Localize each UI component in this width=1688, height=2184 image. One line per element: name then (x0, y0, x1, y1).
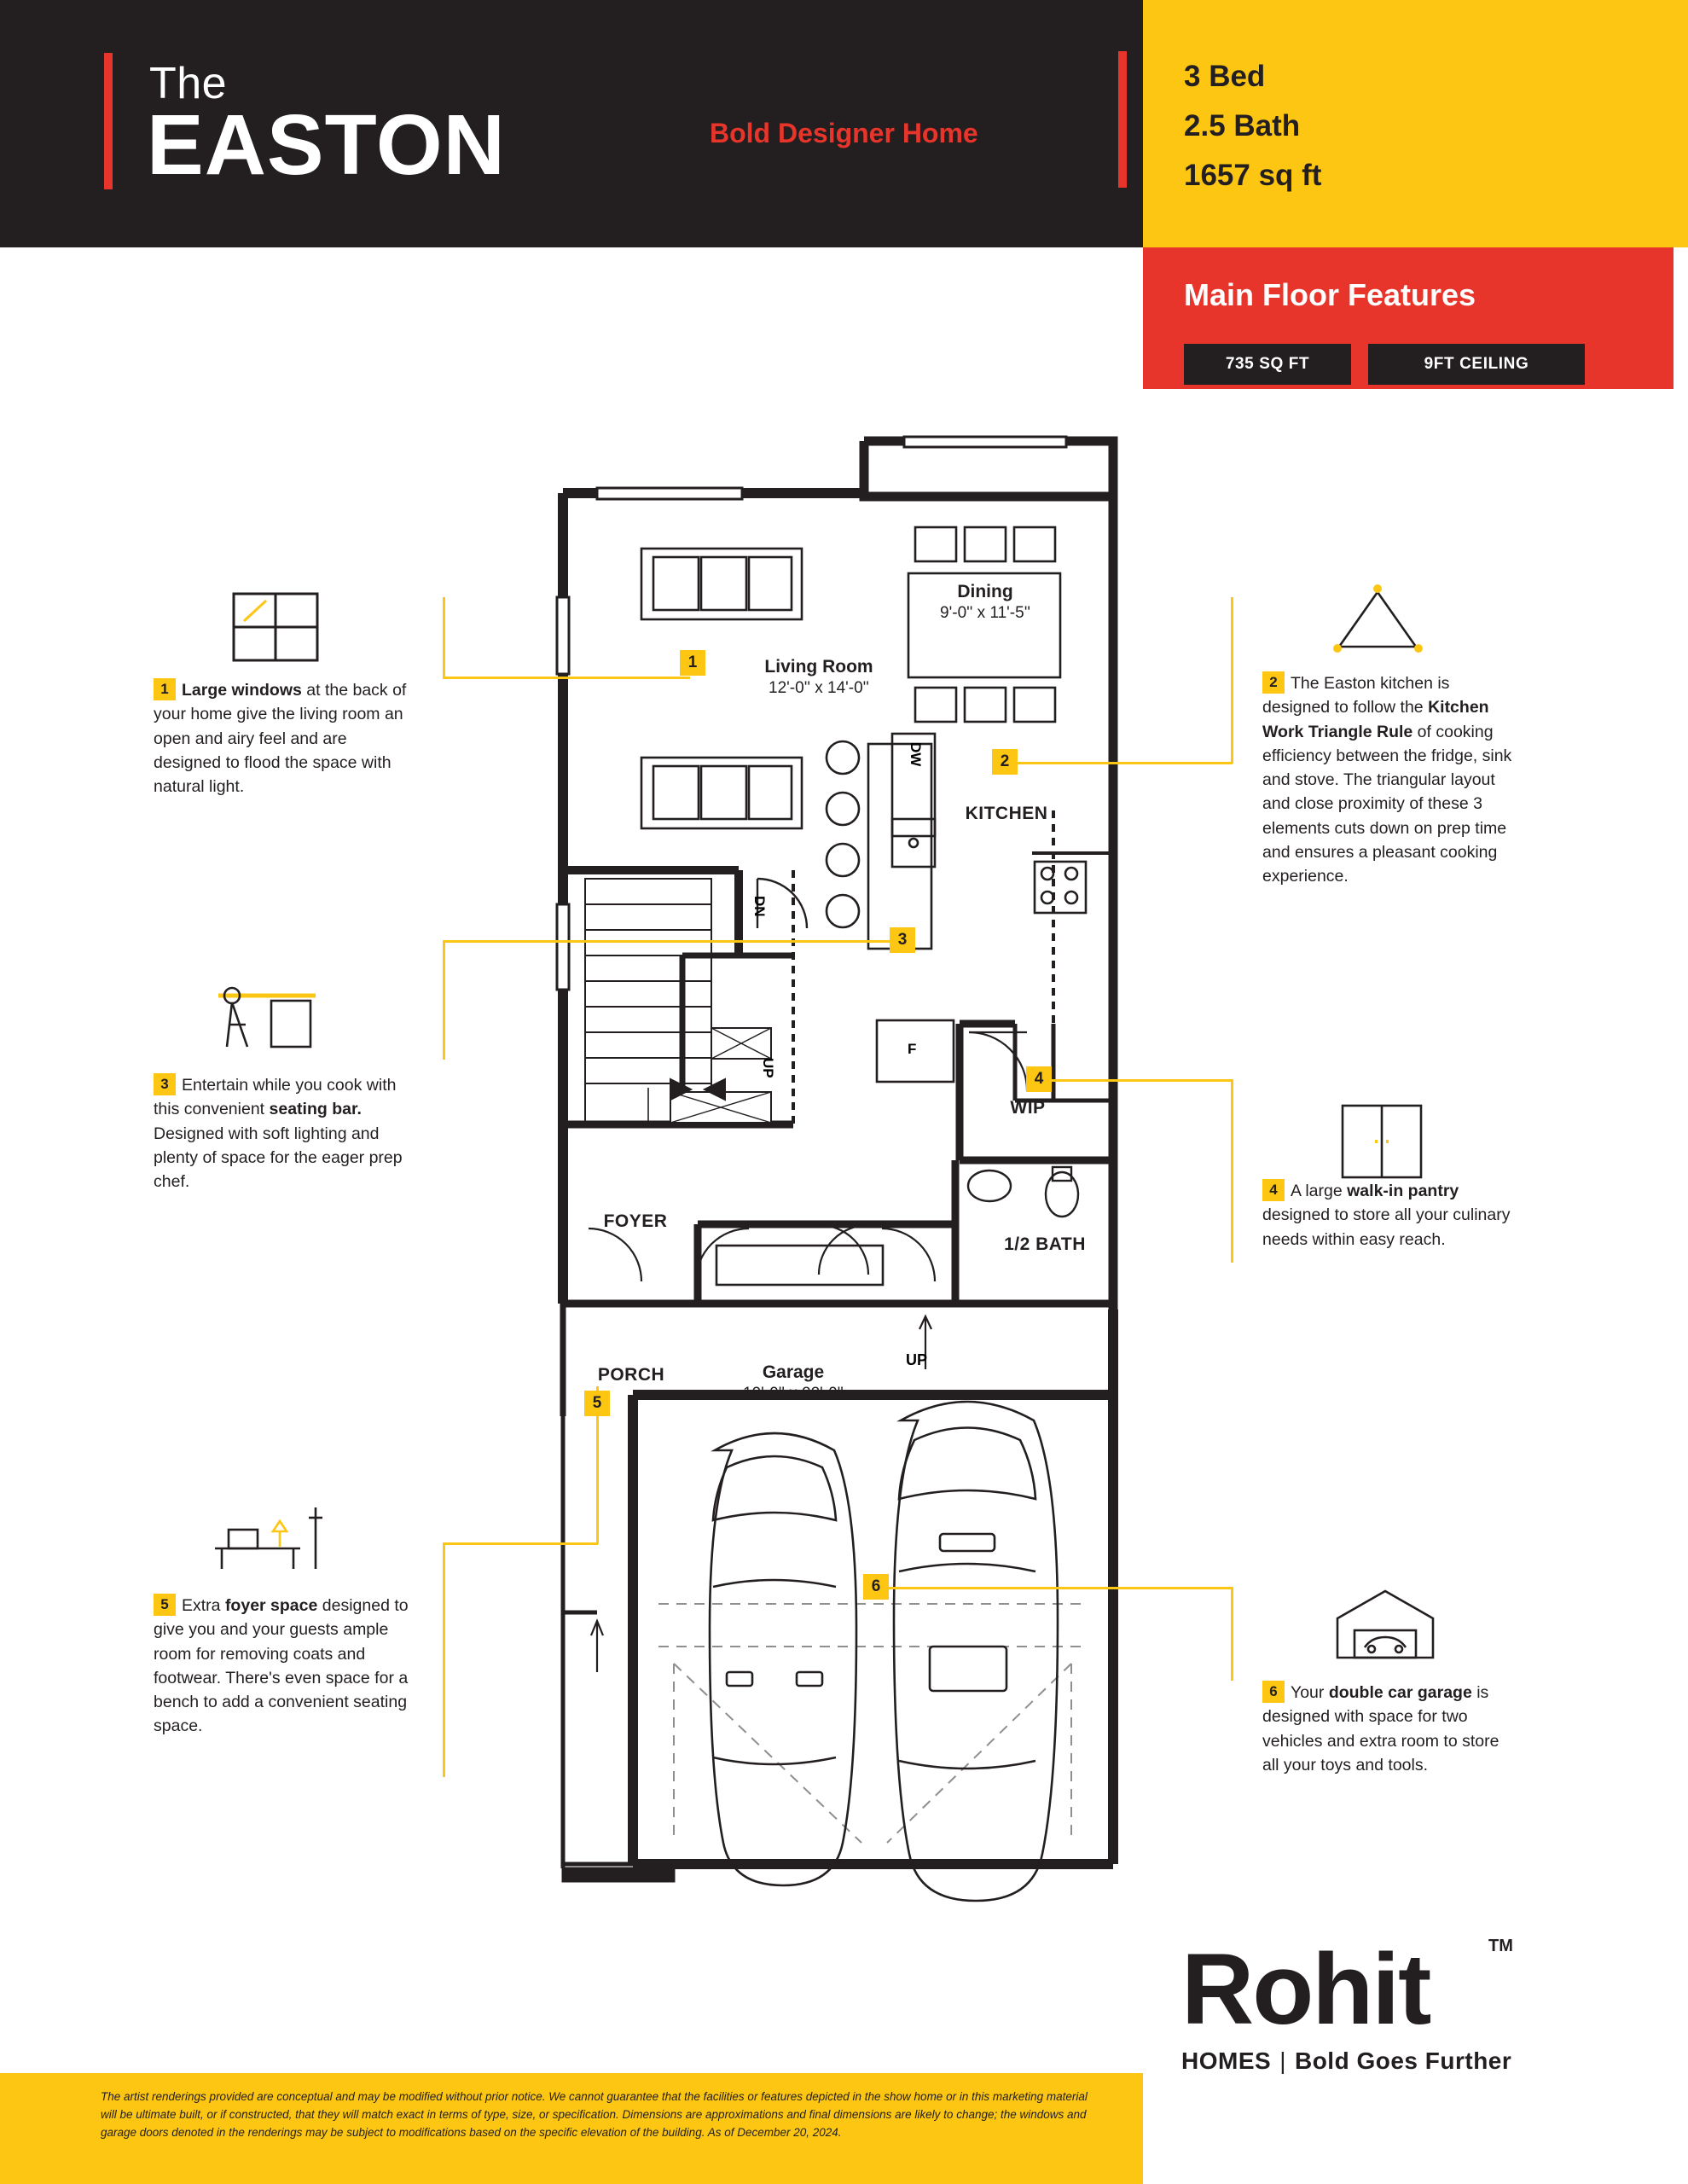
brand-separator: | (1279, 2048, 1286, 2074)
connector-1-v (443, 597, 445, 678)
connector-6-v (1231, 1587, 1233, 1681)
callout-3 (154, 1073, 409, 1194)
connector-3-h (443, 940, 903, 943)
garage-icon (1331, 1583, 1440, 1664)
room-label-foyer: FOYER (603, 1211, 668, 1231)
connector-1-h (443, 677, 690, 679)
callout-1-text: Large windows at the back of your home give the living room an open and airy feel and are designed to flood the space with natural light. (154, 681, 407, 797)
callout-4-text: A large walk-in pantry designed to store all your culinary needs within easy reach. (1262, 1182, 1511, 1249)
brand-tagline (1181, 2048, 1511, 2075)
main-floor-title: Main Floor Features (1184, 277, 1476, 312)
seating-bar-icon (212, 977, 322, 1049)
connector-2-v (1231, 597, 1233, 764)
stat-bath: 2.5 Bath (1184, 109, 1301, 142)
marker-dishwasher: DW (908, 742, 924, 767)
room-label-living: Living Room 12'-0'' x 14'-0'' (764, 657, 873, 698)
connector-5-h (443, 1542, 598, 1545)
callout-2-number: 2 (1262, 671, 1285, 694)
brand-logo: Rohit (1181, 1933, 1430, 2046)
connector-2-h (1002, 762, 1233, 764)
callout-1-number: 1 (154, 678, 176, 700)
badge-ceiling: 9FT CEILING (1368, 344, 1585, 385)
trademark-mark: TM (1488, 1937, 1513, 1955)
connector-3-v (443, 940, 445, 1060)
pantry-icon (1337, 1101, 1426, 1182)
callout-6-text: Your double car garage is designed with space for two vehicles and extra room to store all your toys and tools. (1262, 1683, 1499, 1774)
page-subtitle: Bold Designer Home (710, 118, 978, 148)
callout-4 (1262, 1179, 1518, 1252)
room-label-half-bath: 1/2 BATH (1004, 1234, 1086, 1254)
marker-5[interactable]: 5 (584, 1391, 610, 1416)
work-triangle-icon (1331, 580, 1424, 657)
connector-6-h (874, 1587, 1233, 1589)
callout-5 (154, 1594, 409, 1739)
marker-stairs-up-garage: UP (906, 1351, 928, 1368)
marker-1[interactable]: 1 (680, 650, 705, 676)
stat-bed: 3 Bed (1184, 60, 1266, 93)
room-label-garage: Garage 19'-0'' x 22'-0'' (743, 1362, 844, 1403)
marker-4[interactable]: 4 (1026, 1066, 1052, 1092)
callout-6 (1262, 1681, 1518, 1777)
callout-1 (154, 678, 409, 799)
callout-3-text: Entertain while you cook with this convenient seating bar. Designed with soft lighting and plenty of space for the eager prep chef. (154, 1076, 403, 1192)
page-pretitle: The (149, 59, 228, 108)
disclaimer-text: The artist renderings provided are conceptual and may be modified without prior notice. We cannot guarantee that the facilities or features depicted in the show home or in this marketing material will be ultimate built, or if constructed, that they will match exact in terms of type, size, or specification. Dimensions are approximations and final dimensions are likely to change; the windows and garage doors denoted in the renderings may be subject to modifications based on the specific elevation of the building. As of December 20, 2024. (101, 2090, 1088, 2139)
marker-6[interactable]: 6 (863, 1574, 889, 1600)
callout-3-number: 3 (154, 1073, 176, 1095)
connector-5-v2 (443, 1542, 445, 1777)
callout-5-number: 5 (154, 1594, 176, 1616)
callout-4-number: 4 (1262, 1179, 1285, 1201)
callout-6-number: 6 (1262, 1681, 1285, 1703)
room-label-wip: WIP (1010, 1098, 1046, 1118)
marker-stairs-up: UP (760, 1058, 776, 1078)
foyer-bench-icon (198, 1497, 326, 1576)
brand-slogan: Bold Goes Further (1294, 2048, 1512, 2074)
room-label-porch: PORCH (597, 1365, 665, 1385)
window-icon (229, 589, 322, 665)
page-title: EASTON (147, 97, 506, 193)
room-label-dining: Dining 9'-0'' x 11'-5'' (940, 582, 1030, 623)
connector-4-v (1231, 1079, 1233, 1263)
marker-stairs-down: DN (751, 896, 768, 917)
marker-2[interactable]: 2 (992, 749, 1018, 775)
badge-sqft: 735 SQ FT (1184, 344, 1351, 385)
callout-5-text: Extra foyer space designed to give you and your guests ample room for removing coats and footwear. There's even space for a bench to add a convenient seating space. (154, 1596, 409, 1736)
marker-fridge: F (908, 1041, 917, 1057)
marker-3[interactable]: 3 (890, 927, 915, 953)
brand-homes: HOMES (1181, 2048, 1272, 2074)
stat-area: 1657 sq ft (1184, 159, 1322, 192)
callout-2-text: The Easton kitchen is designed to follow the Kitchen Work Triangle Rule of cooking efficiency between the fridge, sink and stove. The triangular layout and close proximity of these 3 elements cuts down on prep time and ensures a pleasant cooking experience. (1262, 674, 1512, 886)
connector-4-h (1036, 1079, 1233, 1082)
callout-2 (1262, 671, 1518, 888)
room-label-kitchen: KITCHEN (965, 804, 1048, 823)
